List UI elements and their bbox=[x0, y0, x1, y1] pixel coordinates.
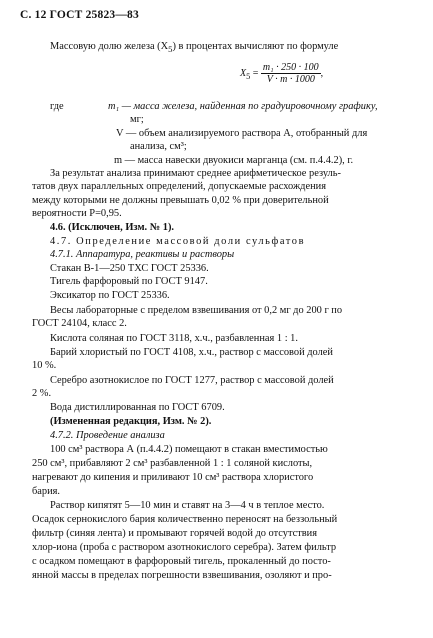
definition-m: m — масса навески двуокиси марганца (см. п.4.4.2), г. bbox=[114, 155, 354, 166]
apparatus-3: Эксикатор по ГОСТ 25336. bbox=[50, 290, 170, 301]
apparatus-1: Стакан В-1—250 ТХС ГОСТ 25336. bbox=[50, 263, 209, 274]
result-line-3: между которыми не должны превышать 0,02 % при доверительной bbox=[32, 195, 329, 206]
result-line-4: вероятности P=0,95. bbox=[32, 208, 122, 219]
section-4-7: 4.7. Определение массовой доли сульфатов bbox=[50, 236, 306, 247]
section-4-7-2: 4.7.2. Проведение анализа bbox=[50, 430, 165, 441]
procedure-1-line-2: 250 см³, прибавляют 2 см³ разбавленной 1 : 1 соляной кислоты, bbox=[32, 458, 313, 469]
reagent-1: Кислота соляная по ГОСТ 3118, х.ч., разбавленная 1 : 1. bbox=[50, 333, 298, 344]
reagent-3: Серебро азотнокислое по ГОСТ 1277, раствор с массовой долей bbox=[50, 375, 334, 386]
procedure-2-line-5: с осадком помещают в фарфоровый тигель, прокаленный до посто- bbox=[32, 556, 331, 567]
procedure-2-line-1: Раствор кипятят 5—10 мин и ставят на 3—4 ч в теплое место. bbox=[50, 500, 325, 511]
apparatus-4: Весы лабораторные с пределом взвешивания от 0,2 мг до 200 г по bbox=[50, 305, 343, 316]
apparatus-4-cont: ГОСТ 24104, класс 2. bbox=[32, 318, 127, 329]
procedure-2-line-6: янной массы в пределах погрешности взвешивания, озоляют и про- bbox=[32, 570, 332, 581]
procedure-1-line-3: нагревают до кипения и приливают 10 см³ раствора хлористого bbox=[32, 472, 314, 483]
definition-v-cont: анализа, см³; bbox=[130, 141, 187, 152]
definition-m1-cont: мг; bbox=[130, 114, 144, 125]
amendment-note: (Измененная редакция, Изм. № 2). bbox=[50, 416, 212, 427]
reagent-3-cont: 2 %. bbox=[32, 388, 52, 399]
page-header: С. 12 ГОСТ 25823—83 bbox=[20, 9, 139, 21]
definition-v: V — объем анализируемого раствора А, отобранный для bbox=[116, 128, 368, 139]
result-line-1: За результат анализа принимают среднее арифметическое резуль- bbox=[50, 168, 341, 179]
apparatus-2: Тигель фарфоровый по ГОСТ 9147. bbox=[50, 276, 208, 287]
procedure-1-line-4: бария. bbox=[32, 486, 61, 497]
section-4-6: 4.6. (Исключен, Изм. № 1). bbox=[50, 222, 175, 233]
formula: $X_5$ = $\frac{\text{m₁ · 250 · 100}}{V \cdot m \cdot 1000}$ , bbox=[240, 62, 324, 85]
procedure-1-line-1: 100 см³ раствора А (п.4.4.2) помещают в стакан вместимостью bbox=[50, 444, 328, 455]
procedure-2-line-4: хлор-иона (проба с раствором азотнокислого серебра). Затем фильтр bbox=[32, 542, 337, 553]
procedure-2-line-2: Осадок сернокислого бария количественно переносят на беззольный bbox=[32, 514, 338, 525]
reagent-2: Барий хлористый по ГОСТ 4108, х.ч., раствор с массовой долей bbox=[50, 347, 333, 358]
reagent-4: Вода дистиллированная по ГОСТ 6709. bbox=[50, 402, 225, 413]
result-line-2: татов двух параллельных определений, допускаемые расхождения bbox=[32, 181, 326, 192]
reagent-2-cont: 10 %. bbox=[32, 360, 57, 371]
formula-fraction: $\frac{\text{m₁ · 250 · 100}}{V \cdot m \cdot 1000}$ bbox=[262, 62, 319, 85]
section-4-7-1: 4.7.1. Аппаратура, реактивы и растворы bbox=[50, 249, 235, 260]
definition-m1: m₁ — масса железа, найденная по градуировочному графику, bbox=[108, 101, 378, 112]
where-label: где bbox=[50, 101, 64, 112]
formula-intro: Массовую долю железа $(X_5)$ в процентах вычисляют по формуле bbox=[50, 41, 339, 55]
procedure-2-line-3: фильтр (синяя лента) и промывают горячей водой до отсутствия bbox=[32, 528, 318, 539]
